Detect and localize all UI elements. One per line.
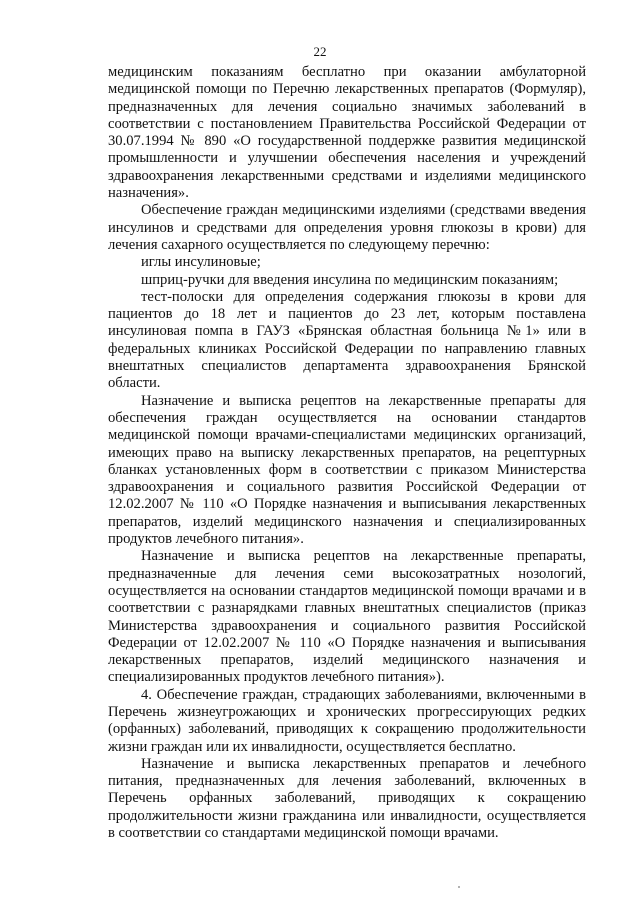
document-body <box>108 64 586 842</box>
paragraph-continuation: медицинским показаниям бесплатно при оказании амбулаторной медицинской помощи по Перечню лекарственных препаратов (Формуляр), предназначенных для лечения социально значимых заболеваний в соответствии с постановлением Правительства Российской Федерации от 30.07.1994 № 890 «О государственной поддержке развития медицинской промышленности и улучшении обеспечения населения и учреждений здравоохранения лекарственными средствами и изделиями медицинского назначения». <box>108 64 586 202</box>
list-item-syringe-pens: шприц-ручки для введения инсулина по медицинским показаниям; <box>141 271 559 288</box>
page-number: 22 <box>313 44 327 59</box>
paragraph-orphan-diseases: 4. Обеспечение граждан, страдающих заболеваниями, включенными в Перечень жизнеугрожающих и хронических прогрессирующих редких (орфанных) заболеваний, приводящих к сокращению продолжительности жизни граждан или их инвалидности, осуществляется бесплатно. <box>108 686 586 755</box>
list-item-insulin-needles: иглы инсулиновые; <box>141 254 261 271</box>
paragraph-high-cost-nosologies: Назначение и выписка рецептов на лекарственные препараты, предназначенные для лечения семи высокозатратных нозологий, осуществляется на основании стандартов медицинской помощи врачами и в соответствии с разнарядками главных внештатных специалистов (приказ Министерства здравоохранения и социального развития Российской Федерации от 12.02.2007 № 110 «О Порядке назначения и выписывания лекарственных препаратов, изделий медицинского назначения и специализированных продуктов лечебного питания»). <box>108 548 586 686</box>
scan-speck <box>458 886 460 888</box>
paragraph-prescriptions: Назначение и выписка рецептов на лекарственные препараты для обеспечения граждан осуществляется на основании стандартов медицинской помощи врачами-специалистами медицинских организаций, имеющих право на выписку лекарственных препаратов, на рецептурных бланках установленных форм в соответствии с приказом Министерства здравоохранения и социального развития Российской Федерации от 12.02.2007 № 110 «О Порядке назначения и выписывания лекарственных препаратов, изделий медицинского назначения и специализированных продуктов лечебного питания». <box>108 392 586 548</box>
list-item-test-strips: тест-полоски для определения содержания глюкозы в крови для пациентов до 18 лет и пациентов до 23 лет, которым поставлена инсулиновая помпа в ГАУЗ «Брянская областная больница №1» или в федеральных клиниках Российской Федерации по направлению главных внештатных специалистов департамента здравоохранения Брянской области. <box>108 288 586 392</box>
paragraph-orphan-prescriptions: Назначение и выписка лекарственных препаратов и лечебного питания, предназначенных для лечения заболеваний, включенных в Перечень орфанных заболеваний, приводящих к сокращению продолжительности жизни гражданина или инвалидности, осуществляется в соответствии со стандартами медицинской помощи врачами. <box>108 755 586 842</box>
paragraph-medical-devices: Обеспечение граждан медицинскими изделиями (средствами введения инсулинов и средствами для определения уровня глюкозы в крови) для лечения сахарного осуществляется по следующему перечню: <box>108 202 586 253</box>
